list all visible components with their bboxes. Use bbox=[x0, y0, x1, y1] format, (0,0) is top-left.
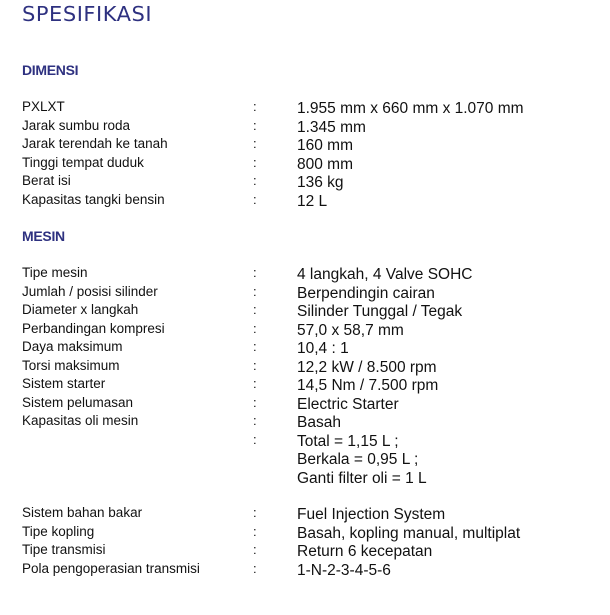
spec-value: 1-N-2-3-4-5-6 bbox=[297, 561, 391, 579]
spec-value: 12 L bbox=[297, 192, 328, 210]
spec-colon: : bbox=[253, 376, 257, 391]
spec-value: Return 6 kecepatan bbox=[297, 543, 433, 560]
spec-label: Perbandingan kompresi bbox=[22, 320, 165, 336]
spec-row bbox=[0, 524, 610, 543]
spec-row bbox=[0, 561, 610, 580]
spec-label: Sistem pelumasan bbox=[22, 394, 134, 410]
spec-label: Torsi maksimum bbox=[22, 357, 120, 373]
spec-value: Berkala = 0,95 L ; bbox=[297, 451, 419, 468]
spec-value: Basah, kopling manual, multiplat bbox=[297, 524, 521, 542]
spec-colon: : bbox=[253, 339, 257, 354]
spec-value: 160 mm bbox=[297, 137, 353, 154]
spec-colon: : bbox=[253, 99, 257, 114]
spec-label: Berat isi bbox=[22, 173, 71, 188]
spec-value: 14,5 Nm / 7.500 rpm bbox=[297, 377, 439, 394]
spec-label: Sistem bahan bakar bbox=[22, 505, 143, 520]
spec-label: Tipe transmisi bbox=[22, 542, 106, 557]
spec-row bbox=[0, 192, 610, 211]
spec-label: Kapasitas oli mesin bbox=[22, 413, 139, 428]
spec-colon: : bbox=[253, 136, 257, 151]
spec-value: Berpendingin cairan bbox=[297, 284, 435, 302]
spec-label: Tinggi tempat duduk bbox=[22, 154, 144, 170]
spec-colon: : bbox=[253, 154, 257, 170]
spec-label: Jarak terendah ke tanah bbox=[22, 136, 168, 151]
spec-value: 800 mm bbox=[297, 155, 353, 173]
page-title: SPESIFIKASI bbox=[22, 2, 153, 26]
spec-value: Fuel Injection System bbox=[297, 506, 446, 523]
spec-row bbox=[0, 450, 610, 469]
spec-colon: : bbox=[253, 320, 257, 336]
spec-row bbox=[0, 302, 610, 321]
spec-list-mesin-2 bbox=[0, 505, 610, 579]
spec-row bbox=[0, 432, 610, 451]
spec-colon: : bbox=[253, 394, 257, 410]
spec-colon: : bbox=[253, 560, 257, 576]
spec-value: Silinder Tunggal / Tegak bbox=[297, 303, 463, 320]
spec-colon: : bbox=[253, 283, 257, 299]
spec-value: 1.345 mm bbox=[297, 118, 366, 136]
spec-row bbox=[0, 321, 610, 340]
spec-label: Tipe mesin bbox=[22, 265, 88, 280]
spec-row bbox=[0, 376, 610, 395]
spec-value: Total = 1,15 L ; bbox=[297, 432, 399, 450]
spec-value: Electric Starter bbox=[297, 395, 399, 413]
spec-colon: : bbox=[253, 413, 257, 428]
spec-row bbox=[0, 155, 610, 174]
spec-colon: : bbox=[253, 173, 257, 188]
spec-colon: : bbox=[253, 505, 257, 520]
spec-label: Tipe kopling bbox=[22, 523, 95, 539]
spec-colon: : bbox=[253, 431, 257, 447]
spec-label: PXLXT bbox=[22, 99, 65, 114]
spec-list-dimensi bbox=[0, 99, 610, 210]
spec-value: 57,0 x 58,7 mm bbox=[297, 321, 404, 339]
spec-row bbox=[0, 136, 610, 155]
section-heading-dimensi: DIMENSI bbox=[22, 62, 79, 78]
spec-value: Ganti filter oli = 1 L bbox=[297, 469, 427, 487]
spec-label: Pola pengoperasian transmisi bbox=[22, 560, 200, 576]
spec-row bbox=[0, 395, 610, 414]
spec-label: Daya maksimum bbox=[22, 339, 123, 354]
spec-colon: : bbox=[253, 523, 257, 539]
spec-row bbox=[0, 469, 610, 488]
spec-label: Kapasitas tangki bensin bbox=[22, 191, 165, 207]
spec-colon: : bbox=[253, 542, 257, 557]
spec-value: 1.955 mm x 660 mm x 1.070 mm bbox=[297, 100, 524, 117]
spec-colon: : bbox=[253, 302, 257, 317]
spec-value: 4 langkah, 4 Valve SOHC bbox=[297, 266, 473, 283]
spec-row bbox=[0, 118, 610, 137]
spec-colon: : bbox=[253, 191, 257, 207]
spec-list-mesin bbox=[0, 265, 610, 487]
spec-row bbox=[0, 265, 610, 284]
spec-row bbox=[0, 505, 610, 524]
spec-row bbox=[0, 339, 610, 358]
spec-label: Sistem starter bbox=[22, 376, 106, 391]
spec-row bbox=[0, 99, 610, 118]
spec-colon: : bbox=[253, 117, 257, 133]
spec-row bbox=[0, 284, 610, 303]
spec-colon: : bbox=[253, 357, 257, 373]
spec-row bbox=[0, 358, 610, 377]
spec-label: Jarak sumbu roda bbox=[22, 117, 131, 133]
spec-row bbox=[0, 173, 610, 192]
spec-value: 12,2 kW / 8.500 rpm bbox=[297, 358, 437, 376]
section-heading-mesin: MESIN bbox=[22, 228, 65, 244]
spec-label: Jumlah / posisi silinder bbox=[22, 283, 158, 299]
spec-colon: : bbox=[253, 265, 257, 280]
spec-value: 10,4 : 1 bbox=[297, 340, 349, 357]
spec-label: Diameter x langkah bbox=[22, 302, 139, 317]
spec-row bbox=[0, 413, 610, 432]
spec-row bbox=[0, 542, 610, 561]
spec-value: 136 kg bbox=[297, 174, 344, 191]
spec-value: Basah bbox=[297, 414, 341, 431]
